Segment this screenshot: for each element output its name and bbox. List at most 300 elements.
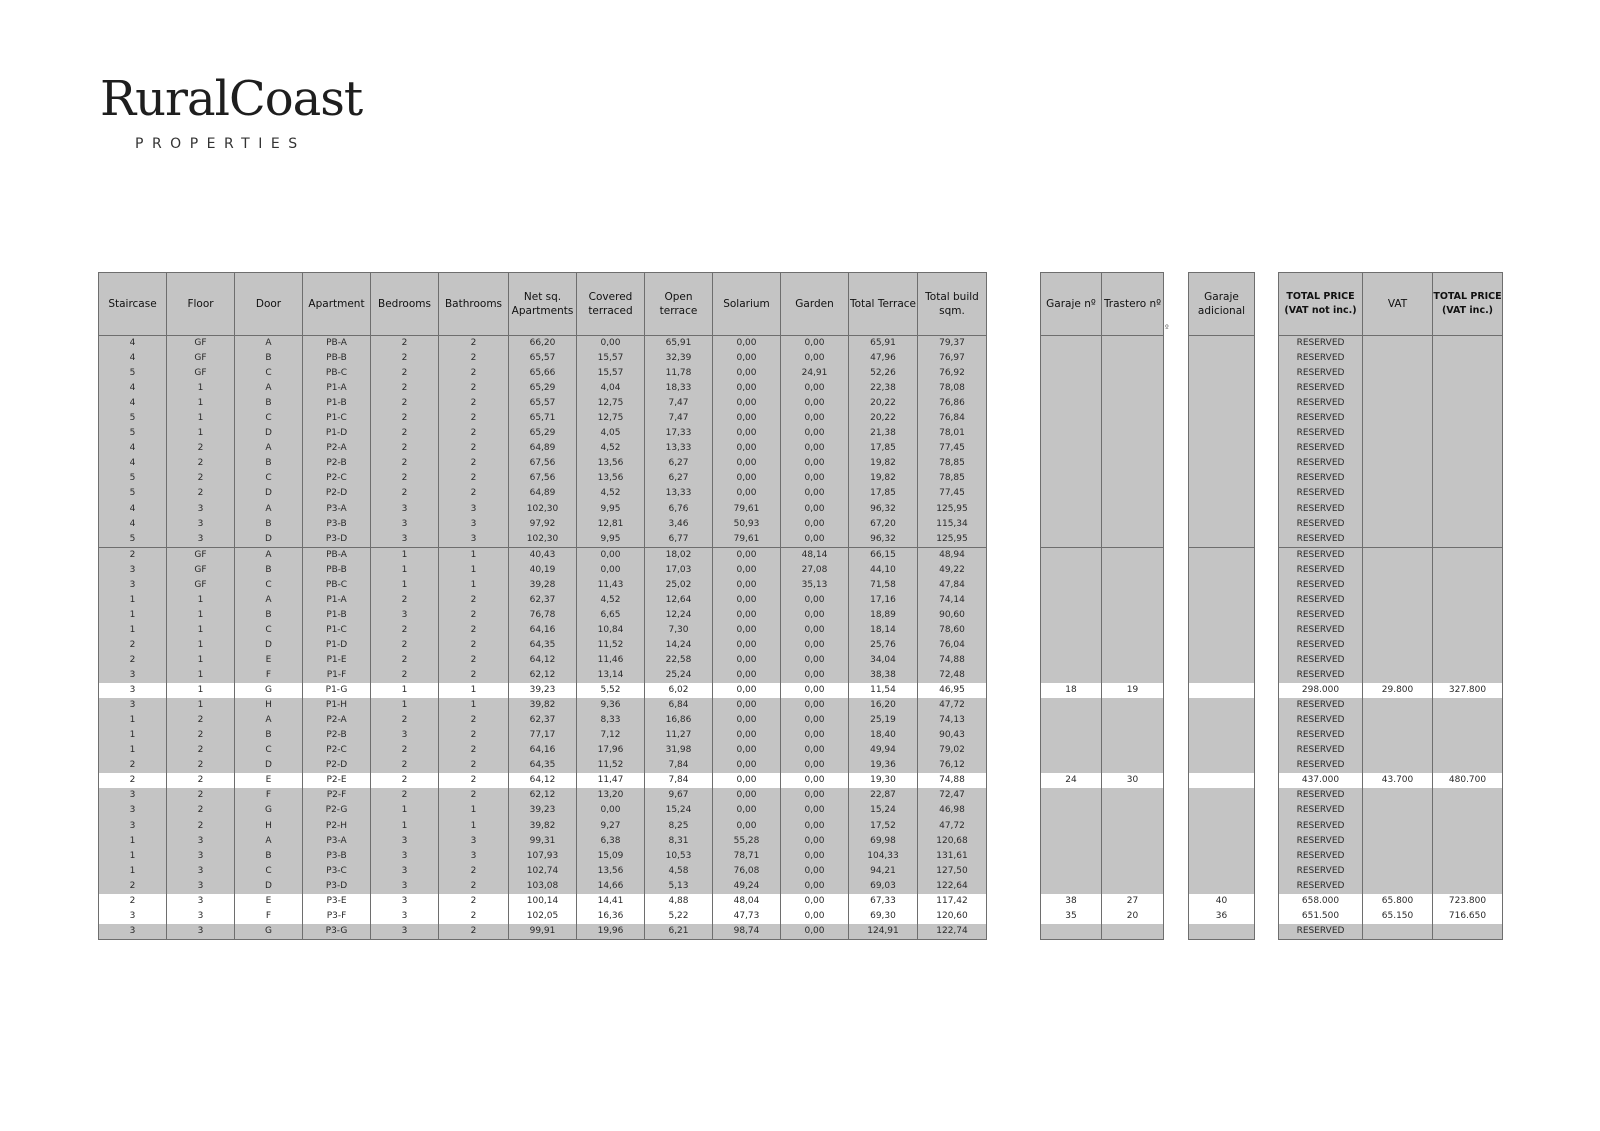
table-cell: 7,84 [645, 758, 713, 773]
table-cell [1189, 532, 1255, 548]
table-cell: 0,00 [781, 471, 849, 486]
table-cell: 5,22 [645, 909, 713, 924]
table-cell: 0,00 [713, 698, 781, 713]
table-cell: 3 [167, 849, 235, 864]
table-cell: 0,00 [781, 864, 849, 879]
table-cell [1363, 336, 1433, 352]
table-cell: B [235, 563, 303, 578]
table-row [1189, 486, 1255, 501]
table-cell: 2 [439, 441, 509, 456]
table-row [1041, 426, 1164, 441]
table-cell: 2 [439, 728, 509, 743]
table-cell [1102, 426, 1164, 441]
table-cell: 9,95 [577, 532, 645, 548]
table-cell: P3-E [303, 894, 371, 909]
table-cell: 2 [167, 713, 235, 728]
table-cell [1433, 819, 1503, 834]
table-cell: 2 [167, 803, 235, 818]
table-row [1279, 788, 1503, 803]
table-cell: P2-F [303, 788, 371, 803]
table-cell: 3 [371, 834, 439, 849]
table-cell: 1 [439, 803, 509, 818]
table-cell: RESERVED [1279, 803, 1363, 818]
table-cell: 64,89 [509, 441, 577, 456]
table-cell: 76,86 [918, 396, 987, 411]
table-cell [1189, 381, 1255, 396]
table-cell: RESERVED [1279, 351, 1363, 366]
table-cell: P1-A [303, 381, 371, 396]
column-header: Trastero nº [1102, 273, 1164, 336]
table-row [1189, 698, 1255, 713]
column-header: TOTAL PRICE (VAT not inc.) [1279, 273, 1363, 336]
table-cell: 4,52 [577, 593, 645, 608]
table-row [99, 894, 987, 909]
table-row [99, 788, 987, 803]
table-row [99, 758, 987, 773]
table-cell: G [235, 803, 303, 818]
table-cell: 2 [439, 668, 509, 683]
table-cell: 77,45 [918, 486, 987, 501]
table-cell [1102, 608, 1164, 623]
table-cell: 62,12 [509, 668, 577, 683]
table-row [1041, 517, 1164, 532]
table-cell [1102, 336, 1164, 352]
table-cell: 69,30 [849, 909, 918, 924]
table-cell [1433, 758, 1503, 773]
table-cell: 99,91 [509, 924, 577, 940]
table-cell: GF [167, 547, 235, 563]
table-cell [1102, 834, 1164, 849]
table-cell: RESERVED [1279, 411, 1363, 426]
table-row [1279, 441, 1503, 456]
table-cell [1363, 849, 1433, 864]
table-row [1279, 894, 1503, 909]
table-cell: 102,30 [509, 532, 577, 548]
table-cell: 2 [439, 788, 509, 803]
table-cell: 69,98 [849, 834, 918, 849]
table-cell: 17,96 [577, 743, 645, 758]
table-cell [1189, 471, 1255, 486]
table-cell [1433, 578, 1503, 593]
table-cell: 77,45 [918, 441, 987, 456]
table-cell: P2-C [303, 743, 371, 758]
table-cell: GF [167, 351, 235, 366]
table-cell [1189, 502, 1255, 517]
table-cell: 2 [371, 366, 439, 381]
table-cell [1189, 578, 1255, 593]
table-cell: 17,03 [645, 563, 713, 578]
table-cell: 122,64 [918, 879, 987, 894]
table-row [1189, 336, 1255, 352]
table-cell [1102, 743, 1164, 758]
table-cell: 13,56 [577, 471, 645, 486]
table-cell [1041, 713, 1102, 728]
table-cell: D [235, 638, 303, 653]
table-cell: 2 [371, 456, 439, 471]
table-cell [1363, 502, 1433, 517]
table-cell: 79,61 [713, 532, 781, 548]
table-cell: 4 [99, 456, 167, 471]
table-cell: 65,91 [849, 336, 918, 352]
table-cell: 2 [439, 336, 509, 352]
table-cell: 2 [99, 758, 167, 773]
table-cell [1041, 758, 1102, 773]
table-cell [1363, 698, 1433, 713]
table-row [1279, 411, 1503, 426]
table-cell: C [235, 366, 303, 381]
table-row [1189, 909, 1255, 924]
table-cell: 102,05 [509, 909, 577, 924]
table-cell: 76,92 [918, 366, 987, 381]
table-cell: 0,00 [781, 743, 849, 758]
table-cell: 0,00 [713, 578, 781, 593]
table-cell: 39,23 [509, 803, 577, 818]
table-cell: 3 [371, 502, 439, 517]
table-cell: 76,04 [918, 638, 987, 653]
table-cell: 437.000 [1279, 773, 1363, 788]
table-row [1041, 894, 1164, 909]
table-row [99, 456, 987, 471]
table-cell: P2-D [303, 486, 371, 501]
table-cell [1102, 728, 1164, 743]
table-cell: RESERVED [1279, 336, 1363, 352]
table-row [1189, 563, 1255, 578]
table-cell: 1 [439, 683, 509, 698]
table-row [99, 351, 987, 366]
table-cell: RESERVED [1279, 471, 1363, 486]
table-cell: 2 [167, 456, 235, 471]
table-cell: A [235, 336, 303, 352]
table-cell: 48,14 [781, 547, 849, 563]
table-row [1189, 578, 1255, 593]
table-cell [1102, 471, 1164, 486]
table-cell [1433, 653, 1503, 668]
table-cell [1433, 743, 1503, 758]
table-cell: 7,47 [645, 411, 713, 426]
table-row [99, 563, 987, 578]
table-cell: 47,96 [849, 351, 918, 366]
table-cell: 2 [371, 351, 439, 366]
table-cell: F [235, 788, 303, 803]
table-cell [1102, 713, 1164, 728]
table-cell: 49,94 [849, 743, 918, 758]
table-row [1189, 638, 1255, 653]
table-cell: 2 [99, 773, 167, 788]
table-cell [1041, 743, 1102, 758]
table-cell: 0,00 [713, 608, 781, 623]
table-row [1279, 638, 1503, 653]
table-cell [1189, 486, 1255, 501]
table-cell: 122,74 [918, 924, 987, 940]
table-cell [1433, 563, 1503, 578]
table-cell [1363, 803, 1433, 818]
table-cell: P1-D [303, 426, 371, 441]
company-logo [100, 70, 362, 152]
table-cell: 0,00 [781, 834, 849, 849]
table-cell [1189, 351, 1255, 366]
table-cell [1189, 773, 1255, 788]
table-cell [1433, 351, 1503, 366]
table-cell: 11,52 [577, 638, 645, 653]
table-cell: 19,82 [849, 471, 918, 486]
table-cell: 65.150 [1363, 909, 1433, 924]
table-cell: RESERVED [1279, 396, 1363, 411]
table-cell [1189, 441, 1255, 456]
table-cell: 0,00 [713, 426, 781, 441]
table-cell: A [235, 593, 303, 608]
table-cell [1102, 653, 1164, 668]
table-cell: 69,03 [849, 879, 918, 894]
table-row [1279, 803, 1503, 818]
table-cell: 1 [167, 396, 235, 411]
table-cell [1433, 803, 1503, 818]
table-cell: 1 [371, 563, 439, 578]
table-row [1041, 578, 1164, 593]
table-cell: 3 [371, 517, 439, 532]
table-cell: 5 [99, 486, 167, 501]
table-cell: P3-D [303, 879, 371, 894]
table-cell: RESERVED [1279, 653, 1363, 668]
table-cell: 74,88 [918, 773, 987, 788]
table-cell: 0,00 [713, 336, 781, 352]
table-cell: 2 [439, 909, 509, 924]
table-cell: C [235, 411, 303, 426]
table-cell: PB-A [303, 547, 371, 563]
table-cell: RESERVED [1279, 849, 1363, 864]
table-cell: RESERVED [1279, 623, 1363, 638]
table-cell: RESERVED [1279, 532, 1363, 548]
table-cell: 2 [371, 713, 439, 728]
table-cell: 62,12 [509, 788, 577, 803]
table-cell: 125,95 [918, 532, 987, 548]
table-cell: 2 [439, 456, 509, 471]
table-cell: 39,23 [509, 683, 577, 698]
table-cell: 18,89 [849, 608, 918, 623]
table-row [1041, 668, 1164, 683]
table-cell: 40,19 [509, 563, 577, 578]
table-cell: 11,52 [577, 758, 645, 773]
table-row [99, 471, 987, 486]
column-header: Door [235, 273, 303, 336]
table-cell: 6,38 [577, 834, 645, 849]
table-cell [1041, 578, 1102, 593]
table-row [1041, 698, 1164, 713]
table-cell [1102, 819, 1164, 834]
table-cell [1102, 502, 1164, 517]
table-row [1189, 849, 1255, 864]
table-row [1279, 879, 1503, 894]
table-cell: 65,29 [509, 381, 577, 396]
table-cell: 12,64 [645, 593, 713, 608]
table-cell: 4,58 [645, 864, 713, 879]
table-row [1279, 758, 1503, 773]
table-cell: P2-H [303, 819, 371, 834]
table-cell: C [235, 743, 303, 758]
table-cell: 0,00 [781, 728, 849, 743]
table-cell: 2 [371, 471, 439, 486]
table-cell: 11,47 [577, 773, 645, 788]
table-cell: 0,00 [713, 547, 781, 563]
table-cell [1102, 456, 1164, 471]
table-cell: 3,46 [645, 517, 713, 532]
garage-storage-table [1040, 272, 1164, 940]
table-cell: 11,78 [645, 366, 713, 381]
table-cell: 1 [371, 683, 439, 698]
table-cell: 1 [99, 743, 167, 758]
table-cell: 22,58 [645, 653, 713, 668]
table-cell [1433, 864, 1503, 879]
table-row [1189, 864, 1255, 879]
table-cell: 0,00 [577, 563, 645, 578]
table-cell: 3 [99, 698, 167, 713]
table-cell: 1 [99, 608, 167, 623]
table-row [99, 668, 987, 683]
table-row [1189, 456, 1255, 471]
table-cell [1363, 441, 1433, 456]
table-cell: 13,14 [577, 668, 645, 683]
table-cell: 0,00 [713, 758, 781, 773]
table-cell: 1 [371, 578, 439, 593]
column-header: Garaje adicional [1189, 273, 1255, 336]
table-cell [1041, 366, 1102, 381]
table-cell [1041, 653, 1102, 668]
table-row [1189, 743, 1255, 758]
table-cell: RESERVED [1279, 563, 1363, 578]
table-cell: 16,36 [577, 909, 645, 924]
table-cell: 1 [167, 381, 235, 396]
table-cell: P2-C [303, 471, 371, 486]
table-cell [1363, 758, 1433, 773]
table-cell: 39,82 [509, 698, 577, 713]
table-cell [1363, 351, 1433, 366]
table-cell: 6,76 [645, 502, 713, 517]
table-cell: 0,00 [781, 683, 849, 698]
table-cell: RESERVED [1279, 502, 1363, 517]
table-cell: 1 [371, 698, 439, 713]
table-cell: P3-D [303, 532, 371, 548]
table-cell: 0,00 [577, 336, 645, 352]
table-cell: 47,73 [713, 909, 781, 924]
table-cell: 7,84 [645, 773, 713, 788]
table-cell [1433, 486, 1503, 501]
table-row [1279, 486, 1503, 501]
table-cell: 9,36 [577, 698, 645, 713]
table-cell: 31,98 [645, 743, 713, 758]
table-row [99, 502, 987, 517]
table-cell: 17,33 [645, 426, 713, 441]
table-cell: 3 [167, 517, 235, 532]
table-row [1041, 909, 1164, 924]
table-cell: 8,31 [645, 834, 713, 849]
table-cell: PB-B [303, 351, 371, 366]
table-cell [1189, 563, 1255, 578]
table-row [1041, 486, 1164, 501]
table-cell: RESERVED [1279, 517, 1363, 532]
table-cell: 1 [99, 834, 167, 849]
table-cell: 0,00 [781, 909, 849, 924]
table-cell: 20,22 [849, 396, 918, 411]
table-cell [1102, 879, 1164, 894]
table-cell: 1 [167, 608, 235, 623]
table-cell: 6,27 [645, 456, 713, 471]
table-cell: 76,08 [713, 864, 781, 879]
table-cell: 64,35 [509, 758, 577, 773]
table-cell [1189, 924, 1255, 940]
table-cell: 3 [371, 849, 439, 864]
table-cell: RESERVED [1279, 381, 1363, 396]
table-cell: B [235, 456, 303, 471]
table-cell: 3 [439, 849, 509, 864]
table-row [99, 803, 987, 818]
table-cell: 5,13 [645, 879, 713, 894]
table-cell: 1 [167, 668, 235, 683]
table-cell: RESERVED [1279, 578, 1363, 593]
table-cell [1363, 728, 1433, 743]
table-cell: 5 [99, 411, 167, 426]
table-cell: 9,27 [577, 819, 645, 834]
table-cell: RESERVED [1279, 788, 1363, 803]
table-cell [1363, 471, 1433, 486]
table-cell [1041, 456, 1102, 471]
table-cell: 13,56 [577, 456, 645, 471]
table-cell: RESERVED [1279, 638, 1363, 653]
table-cell [1041, 563, 1102, 578]
table-cell [1041, 803, 1102, 818]
table-cell: RESERVED [1279, 728, 1363, 743]
table-cell: P3-G [303, 924, 371, 940]
table-cell: 0,00 [781, 593, 849, 608]
table-cell [1041, 547, 1102, 563]
table-row [1041, 563, 1164, 578]
table-cell: 5 [99, 532, 167, 548]
table-cell [1041, 411, 1102, 426]
table-row [99, 638, 987, 653]
table-row [1279, 336, 1503, 352]
table-row [1279, 366, 1503, 381]
table-cell [1189, 411, 1255, 426]
table-cell [1189, 366, 1255, 381]
table-cell: 2 [167, 486, 235, 501]
table-cell: 64,16 [509, 743, 577, 758]
table-row [1189, 623, 1255, 638]
table-row [1189, 366, 1255, 381]
table-row [1279, 456, 1503, 471]
table-cell: 67,33 [849, 894, 918, 909]
table-cell: 4 [99, 441, 167, 456]
table-cell: 3 [439, 532, 509, 548]
table-cell: 2 [371, 653, 439, 668]
table-cell: 38,38 [849, 668, 918, 683]
table-cell: 2 [439, 366, 509, 381]
table-cell: 78,01 [918, 426, 987, 441]
table-cell [1433, 426, 1503, 441]
table-cell: 50,93 [713, 517, 781, 532]
table-cell [1102, 532, 1164, 548]
table-cell: 2 [439, 758, 509, 773]
table-cell: 18,02 [645, 547, 713, 563]
table-cell: 3 [99, 803, 167, 818]
table-cell [1041, 486, 1102, 501]
table-cell: 3 [439, 834, 509, 849]
table-cell: 3 [99, 788, 167, 803]
table-cell: 2 [99, 879, 167, 894]
table-cell [1189, 788, 1255, 803]
table-cell [1041, 532, 1102, 548]
table-row [99, 426, 987, 441]
table-cell: 66,20 [509, 336, 577, 352]
table-row [1189, 441, 1255, 456]
table-cell: P3-F [303, 909, 371, 924]
